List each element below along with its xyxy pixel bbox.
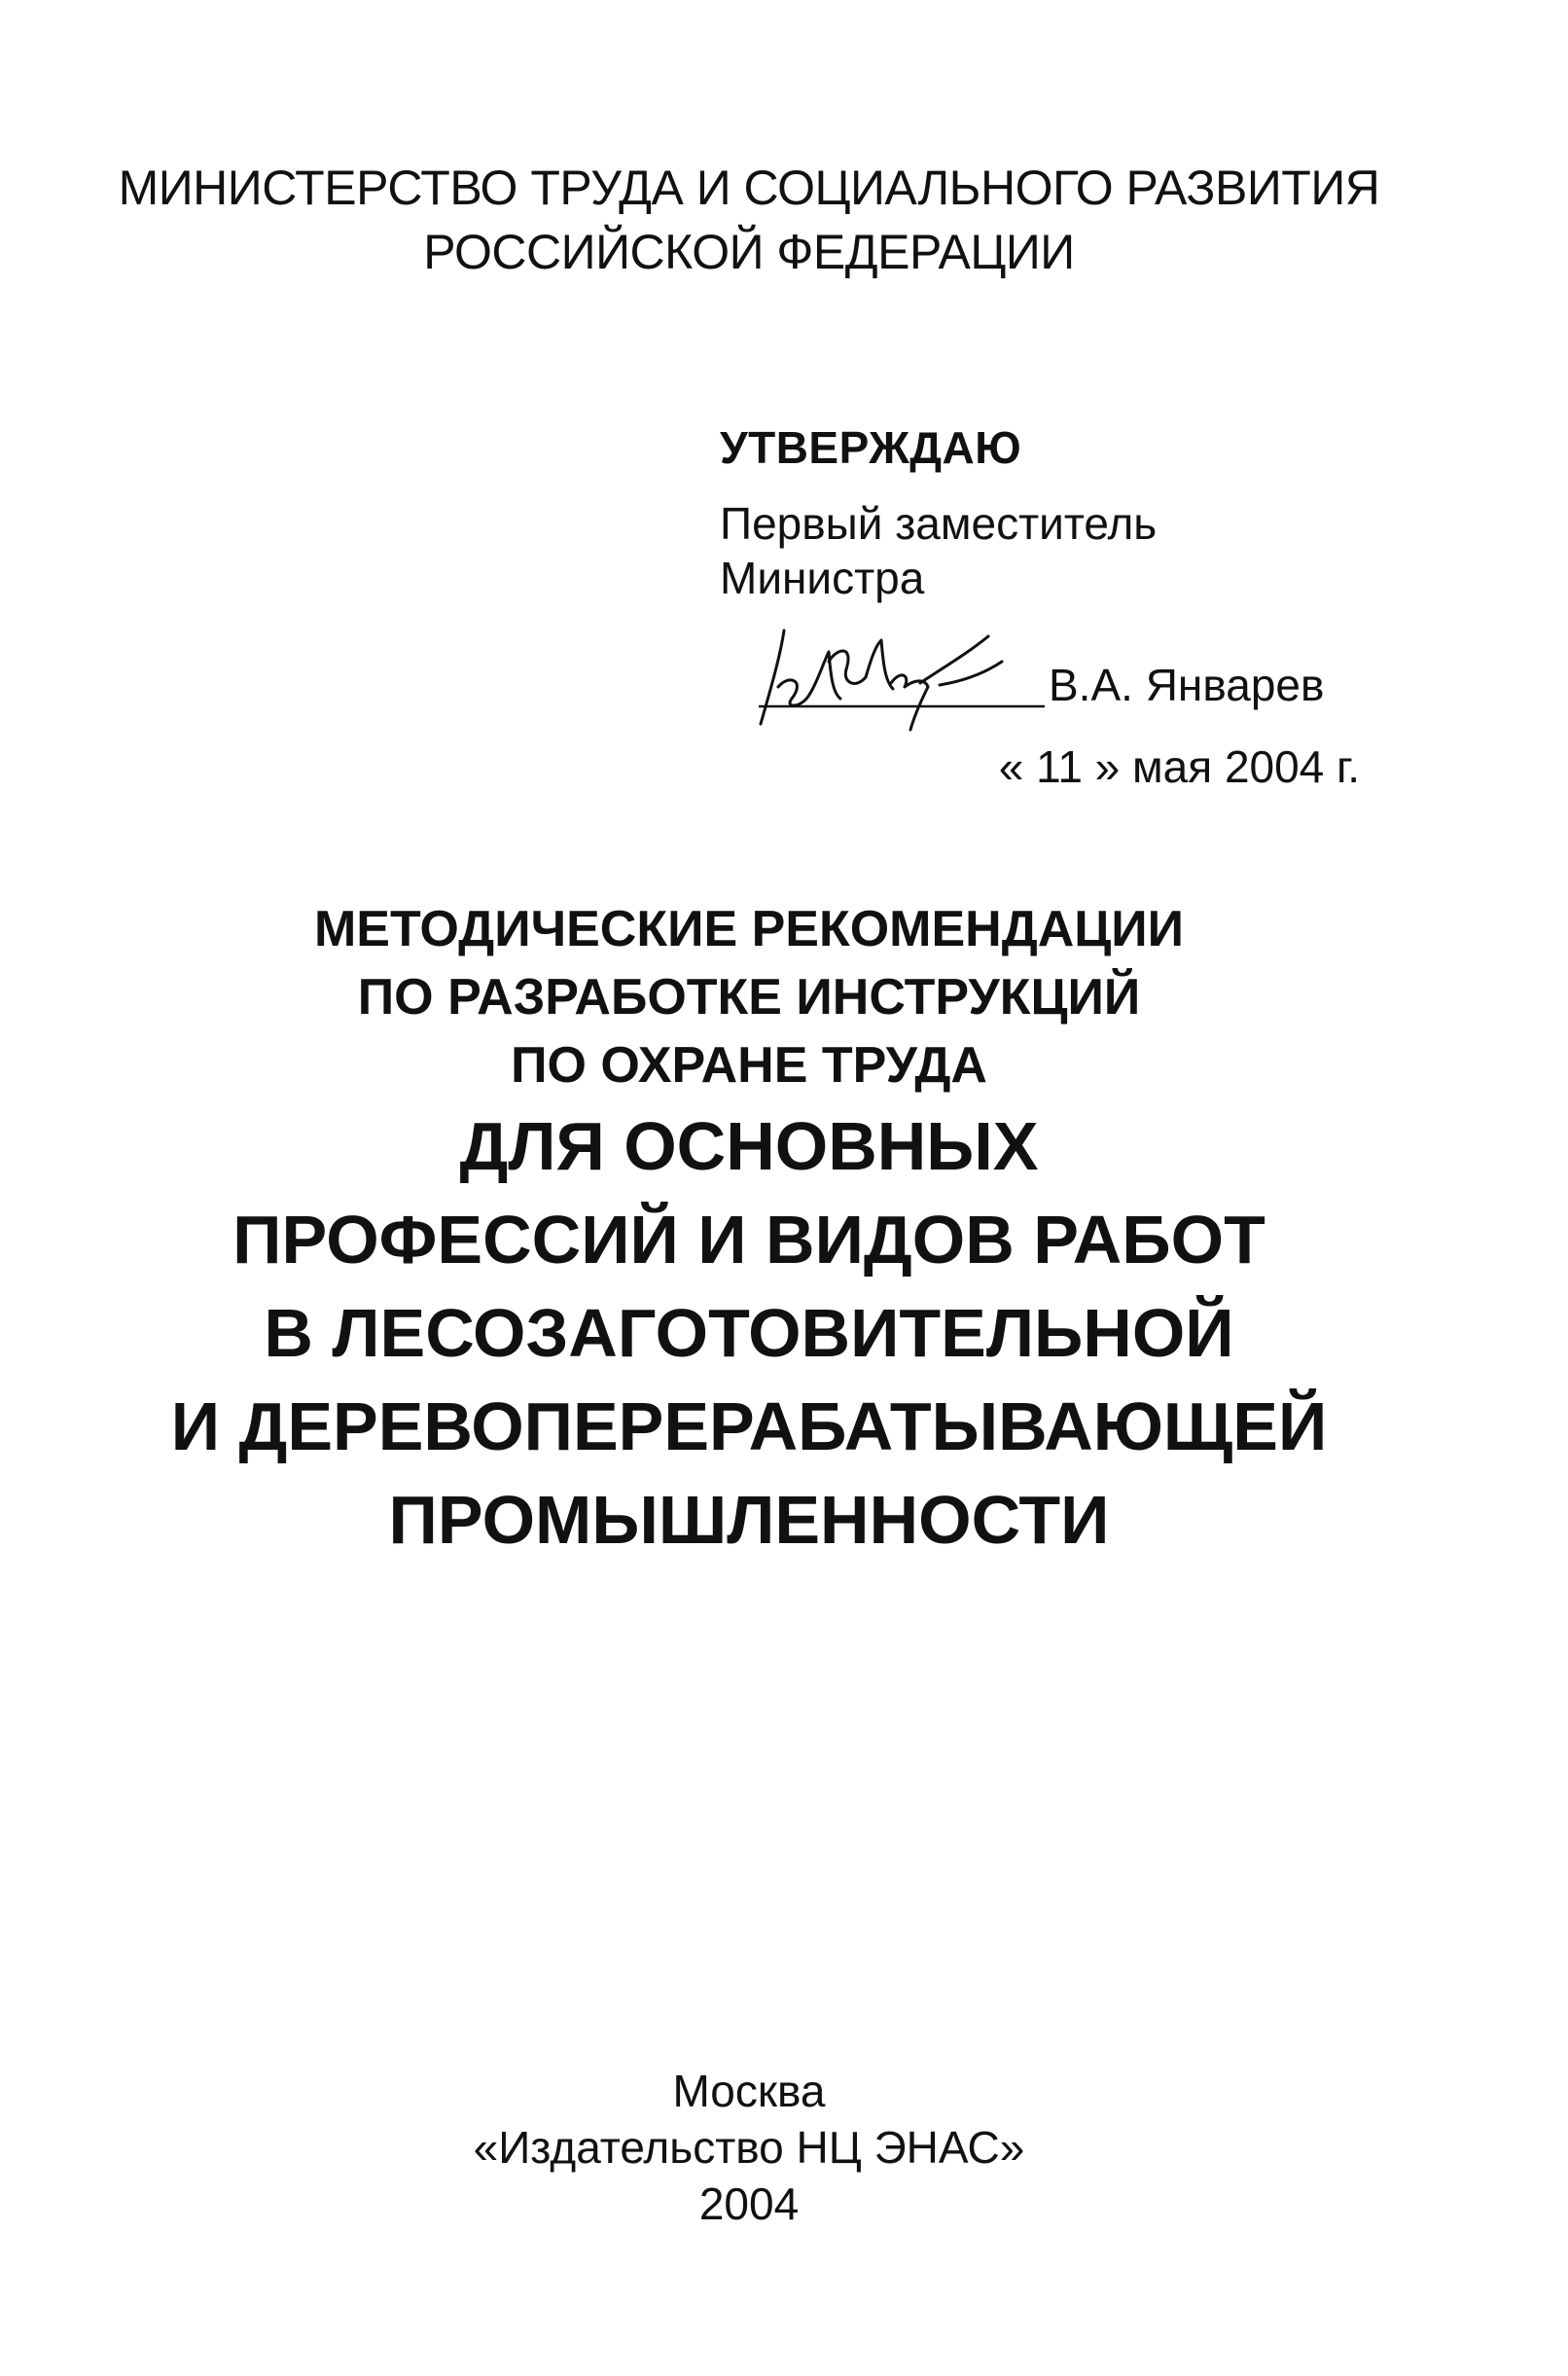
approver-position-line-1: Первый заместитель [720, 498, 1158, 549]
imprint-city: Москва [672, 2066, 826, 2116]
approval-date: « 11 » мая 2004 г. [998, 741, 1360, 792]
title-line-7: И ДЕРЕВОПЕРЕРАБАТЫВАЮЩЕЙ [170, 1388, 1328, 1464]
title-line-4: ДЛЯ ОСНОВНЫХ [459, 1108, 1039, 1184]
title-line-1: МЕТОДИЧЕСКИЕ РЕКОМЕНДАЦИИ [313, 901, 1185, 957]
signature-row [720, 619, 1420, 736]
ministry-line-1: МИНИСТЕРСТВО ТРУДА И СОЦИАЛЬНОГО РАЗВИТИЯ [118, 161, 1380, 215]
title-line-8: ПРОМЫШЛЕННОСТИ [388, 1482, 1110, 1558]
title-line-5: ПРОФЕССИЙ И ВИДОВ РАБОТ [232, 1202, 1265, 1278]
publication-imprint [0, 2063, 1498, 2232]
document-title [0, 895, 1498, 1566]
ministry-line-2: РОССИЙСКОЙ ФЕДЕРАЦИИ [423, 225, 1075, 279]
approver-position [720, 496, 1420, 605]
signatory-name: В.А. Январев [1049, 660, 1325, 710]
title-line-2: ПО РАЗРАБОТКЕ ИНСТРУКЦИЙ [357, 969, 1141, 1026]
approver-position-line-2: Министра [720, 553, 925, 603]
imprint-publisher: «Издательство НЦ ЭНАС» [473, 2122, 1025, 2173]
approval-block [720, 420, 1420, 794]
approval-heading: УТВЕРЖДАЮ [720, 422, 1022, 473]
imprint-year: 2004 [698, 2178, 800, 2229]
handwritten-signature [720, 619, 1051, 736]
title-line-3: ПО ОХРАНЕ ТРУДА [511, 1037, 987, 1094]
ministry-header [0, 156, 1498, 284]
title-line-6: В ЛЕСОЗАГОТОВИТЕЛЬНОЙ [264, 1295, 1234, 1371]
